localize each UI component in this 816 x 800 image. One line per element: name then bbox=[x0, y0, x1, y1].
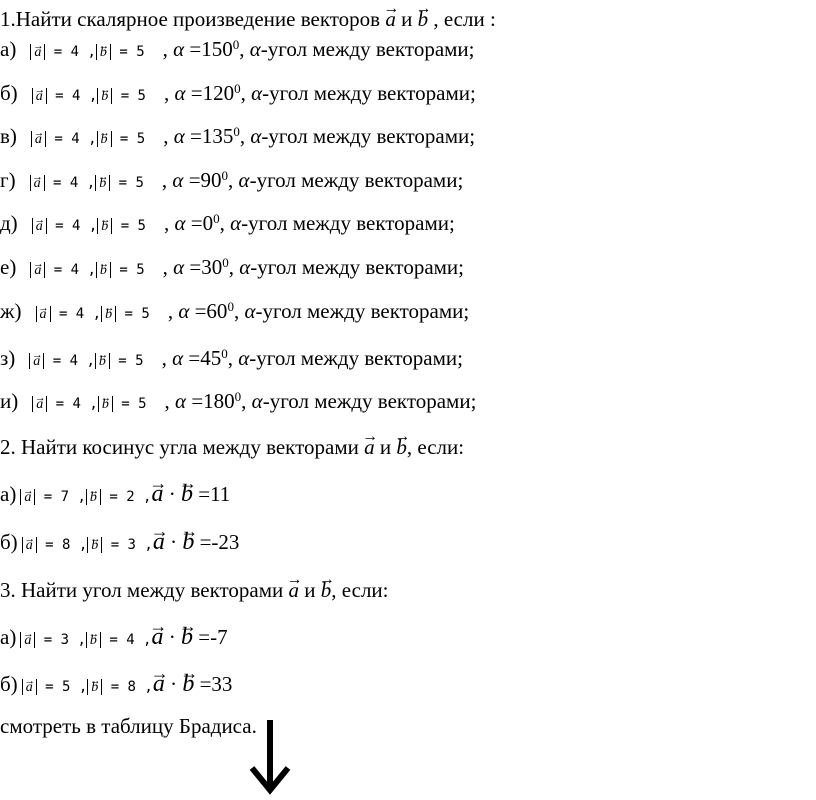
abs-b: → b bbox=[97, 131, 112, 147]
vector-b: → b bbox=[321, 577, 332, 603]
down-arrow-icon bbox=[248, 718, 292, 796]
task3-title: 3. Найти угол между векторами → a и → b, если: bbox=[0, 577, 389, 603]
magnitudes: → a = 4 ,→ b = 5 bbox=[30, 262, 144, 278]
magnitudes: → a = 4 ,→ b = 5 bbox=[32, 218, 146, 234]
magnitudes: → a = 4 ,→ b = 5 bbox=[32, 396, 146, 412]
abs-b: → b bbox=[97, 218, 112, 234]
magnitudes: → a = 3 ,→ b = 4 , bbox=[20, 632, 151, 648]
abs-a: → a bbox=[32, 218, 47, 234]
abs-a: → a bbox=[30, 262, 45, 278]
abs-b: → b bbox=[101, 306, 116, 322]
task1-item: б)→ a = 4 ,→ b = 5 , $\alpha =120^0$, α-угол между векторами; bbox=[0, 76, 476, 110]
item-label: в) bbox=[0, 124, 17, 149]
magnitudes: → a = 4 ,→ b = 5 bbox=[30, 44, 144, 60]
item-label: е) bbox=[0, 255, 17, 280]
item-label: а) bbox=[0, 482, 17, 506]
item-label: б) bbox=[0, 672, 18, 696]
abs-a: → a bbox=[36, 306, 51, 322]
abs-b: → b bbox=[86, 632, 101, 648]
abs-b: → b bbox=[86, 489, 101, 505]
abs-a: → a bbox=[29, 353, 44, 369]
magnitudes: → a = 4 ,→ b = 5 bbox=[31, 131, 145, 147]
task1-item: з)→ a = 4 ,→ b = 5 , $\alpha =45^0$, α-угол между векторами; bbox=[0, 341, 463, 375]
magnitudes: → a = 7 ,→ b = 2 , bbox=[20, 489, 151, 505]
abs-a: → a bbox=[31, 131, 46, 147]
item-label: д) bbox=[0, 211, 18, 236]
task2-title: 2. Найти косинус угла между векторами → a и → b, если: bbox=[0, 434, 464, 460]
task1-item: е)→ a = 4 ,→ b = 5 , $\alpha =30^0$, α-угол между векторами; bbox=[0, 250, 464, 284]
abs-a: → a bbox=[22, 679, 37, 695]
vector-a: → a bbox=[289, 577, 300, 603]
item-label: б) bbox=[0, 530, 18, 554]
task2-item: а)→ a = 7 ,→ b = 2 ,→ a · → b =11 bbox=[0, 481, 230, 511]
task1-item: и)→ a = 4 ,→ b = 5 , $\alpha =180^0$, α-угол между векторами; bbox=[0, 384, 476, 418]
task1-title: 1.Найти скалярное произведение векторов → a и → b , если : bbox=[0, 6, 496, 32]
task3-item: б)→ a = 5 ,→ b = 8 ,→ a · → b =33 bbox=[0, 671, 232, 701]
magnitudes: → a = 4 ,→ b = 5 bbox=[32, 88, 146, 104]
magnitudes: → a = 4 ,→ b = 5 bbox=[30, 175, 144, 191]
abs-b: → b bbox=[96, 44, 111, 60]
abs-b: → b bbox=[87, 679, 102, 695]
abs-a: → a bbox=[30, 175, 45, 191]
item-label: и) bbox=[0, 389, 19, 414]
item-label: б) bbox=[0, 81, 18, 106]
task1-item: а)→ a = 4 ,→ b = 5 , $\alpha =150^0$, α-угол между векторами; bbox=[0, 32, 475, 66]
item-label: а) bbox=[0, 37, 17, 62]
abs-a: → a bbox=[32, 88, 47, 104]
abs-b: → b bbox=[87, 537, 102, 553]
abs-a: → a bbox=[20, 632, 35, 648]
item-label: а) bbox=[0, 625, 17, 649]
magnitudes: → a = 4 ,→ b = 5 bbox=[29, 353, 143, 369]
magnitudes: → a = 4 ,→ b = 5 bbox=[36, 306, 150, 322]
bradis-note: смотреть в таблицу Брадиса. bbox=[0, 714, 257, 738]
vector-a: → a bbox=[385, 6, 396, 32]
task3-item: а)→ a = 3 ,→ b = 4 ,→ a · → b =-7 bbox=[0, 624, 228, 654]
abs-a: → a bbox=[32, 396, 47, 412]
abs-b: → b bbox=[97, 88, 112, 104]
abs-b: → b bbox=[98, 396, 113, 412]
magnitudes: → a = 8 ,→ b = 3 , bbox=[22, 537, 153, 553]
vector-b: → b bbox=[396, 434, 407, 460]
task1-item: д)→ a = 4 ,→ b = 5 , $\alpha =0^0$, α-угол между векторами; bbox=[0, 206, 455, 240]
task2-item: б)→ a = 8 ,→ b = 3 ,→ a · → b =-23 bbox=[0, 529, 239, 559]
item-label: ж) bbox=[0, 299, 22, 324]
magnitudes: → a = 5 ,→ b = 8 , bbox=[22, 679, 153, 695]
item-label: г) bbox=[0, 168, 16, 193]
task1-item: г)→ a = 4 ,→ b = 5 , $\alpha =90^0$, α-угол между векторами; bbox=[0, 163, 463, 197]
abs-a: → a bbox=[22, 537, 37, 553]
abs-b: → b bbox=[96, 262, 111, 278]
vector-a: → a bbox=[364, 434, 375, 460]
abs-b: → b bbox=[95, 353, 110, 369]
abs-a: → a bbox=[30, 44, 45, 60]
abs-b: → b bbox=[95, 175, 110, 191]
task1-item: ж)→ a = 4 ,→ b = 5 , $\alpha =60^0$, α-угол между векторами; bbox=[0, 294, 469, 328]
task1-item: в)→ a = 4 ,→ b = 5 , $\alpha =135^0$, α-угол между векторами; bbox=[0, 119, 475, 153]
item-label: з) bbox=[0, 346, 16, 371]
vector-b: → b bbox=[418, 6, 429, 32]
abs-a: → a bbox=[20, 489, 35, 505]
